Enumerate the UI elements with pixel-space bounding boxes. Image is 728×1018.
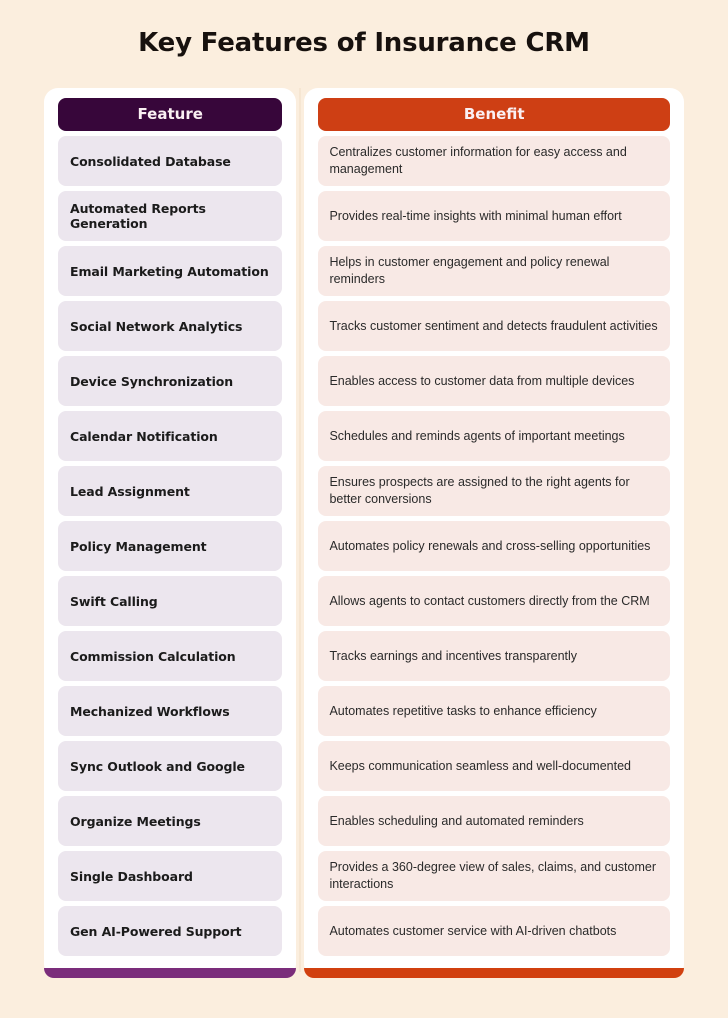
benefit-text: Automates repetitive tasks to enhance efficiency <box>329 703 597 718</box>
benefit-text: Automates policy renewals and cross-selling opportunities <box>329 538 651 553</box>
table-row-feature: Organize Meetings <box>58 796 282 846</box>
feature-column <box>44 88 296 978</box>
benefit-text: Ensures prospects are assigned to the right agents for better conversions <box>329 475 630 506</box>
table-row-feature: Consolidated Database <box>58 136 282 186</box>
table-row-feature: Lead Assignment <box>58 466 282 516</box>
benefit-text: Schedules and reminds agents of important meetings <box>329 428 625 443</box>
benefit-text: Automates customer service with AI-driven chatbots <box>329 923 617 938</box>
benefit-text: Provides real-time insights with minimal human effort <box>329 208 622 223</box>
table-row-feature: Mechanized Workflows <box>58 686 282 736</box>
table-row-feature: Email Marketing Automation <box>58 246 282 296</box>
table-row-feature: Single Dashboard <box>58 851 282 901</box>
benefit-column <box>304 88 684 978</box>
benefit-text: Allows agents to contact customers directly from the CRM <box>329 593 650 608</box>
table-row-feature: Device Synchronization <box>58 356 282 406</box>
table-row-benefit <box>318 741 670 791</box>
table-row-benefit <box>318 796 670 846</box>
column-divider <box>299 88 301 972</box>
features-benefits-table <box>44 88 684 978</box>
table-row-benefit <box>318 576 670 626</box>
benefit-text: Enables access to customer data from multiple devices <box>329 373 635 388</box>
table-row-feature: Policy Management <box>58 521 282 571</box>
benefit-text: Enables scheduling and automated reminders <box>329 813 584 828</box>
benefit-cell-list <box>318 136 670 956</box>
benefit-text: Centralizes customer information for easy access and management <box>329 145 627 176</box>
table-row-feature: Social Network Analytics <box>58 301 282 351</box>
page-title: Key Features of Insurance CRM <box>138 28 590 58</box>
table-row-feature: Sync Outlook and Google <box>58 741 282 791</box>
benefit-text: Helps in customer engagement and policy renewal reminders <box>329 255 610 286</box>
table-row-feature: Calendar Notification <box>58 411 282 461</box>
table-row-feature: Automated Reports Generation <box>58 191 282 241</box>
table-row-benefit <box>318 411 670 461</box>
table-row-feature: Swift Calling <box>58 576 282 626</box>
benefit-text: Tracks customer sentiment and detects fraudulent activities <box>329 318 658 333</box>
table-row-benefit <box>318 906 670 956</box>
table-row-benefit <box>318 191 670 241</box>
table-row-feature: Commission Calculation <box>58 631 282 681</box>
column-header-benefit: Benefit <box>318 98 670 131</box>
table-row-benefit <box>318 246 670 296</box>
benefit-text: Tracks earnings and incentives transparently <box>329 648 578 663</box>
benefit-text: Keeps communication seamless and well-documented <box>329 758 631 773</box>
feature-cell-list <box>58 136 282 956</box>
table-row-benefit <box>318 521 670 571</box>
benefit-text: Provides a 360-degree view of sales, claims, and customer interactions <box>329 860 656 891</box>
table-row-benefit <box>318 136 670 186</box>
table-row-benefit <box>318 301 670 351</box>
table-row-feature: Gen AI-Powered Support <box>58 906 282 956</box>
table-row-benefit <box>318 631 670 681</box>
table-row-benefit <box>318 851 670 901</box>
table-row-benefit <box>318 356 670 406</box>
table-row-benefit <box>318 466 670 516</box>
column-header-feature: Feature <box>58 98 282 131</box>
table-row-benefit <box>318 686 670 736</box>
